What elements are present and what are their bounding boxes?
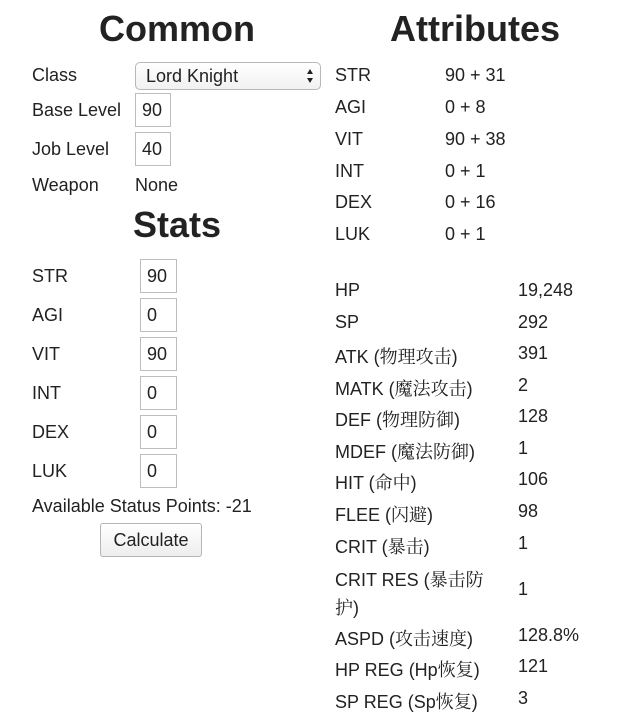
stat-label-str: STR: [32, 266, 68, 286]
derived-label-def: DEF (物理防御): [335, 410, 460, 430]
attr-label-agi: AGI: [335, 97, 367, 117]
stat-label-luk: LUK: [32, 461, 68, 481]
derived-label-matk: MATK (魔法攻击): [335, 379, 473, 399]
derived-label-sp-reg: SP REG (Sp恢复): [335, 692, 478, 712]
derived-label-hit: HIT (命中): [335, 473, 417, 493]
stat-label-vit: VIT: [32, 344, 61, 364]
calculate-button[interactable]: Calculate: [100, 523, 202, 557]
attr-label-str: STR: [335, 65, 371, 85]
common-heading: Common: [99, 8, 255, 49]
derived-value-sp-reg: 3: [518, 688, 529, 708]
derived-value-crit: 1: [518, 533, 529, 553]
weapon-value: None: [135, 175, 179, 195]
weapon-label: Weapon: [32, 175, 99, 195]
class-label: Class: [32, 65, 78, 85]
select-arrows-icon: [306, 67, 314, 85]
attr-label-dex: DEX: [335, 192, 373, 212]
derived-label-aspd: ASPD (攻击速度): [335, 629, 474, 649]
class-select[interactable]: [135, 62, 321, 90]
attr-value-str: 90 + 31: [445, 65, 506, 85]
derived-value-hp: 19,248: [518, 280, 574, 300]
base-level-input[interactable]: [135, 93, 171, 127]
derived-label-flee: FLEE (闪避): [335, 505, 434, 525]
derived-value-crit-res: 1: [518, 579, 529, 599]
stat-label-agi: AGI: [32, 305, 64, 325]
stat-input-str[interactable]: [140, 259, 177, 293]
stat-label-dex: DEX: [32, 422, 70, 442]
derived-label-atk: ATK (物理攻击): [335, 347, 458, 367]
derived-value-mdef: 1: [518, 438, 529, 458]
attr-value-luk: 0 + 1: [445, 224, 486, 244]
derived-value-matk: 2: [518, 375, 529, 395]
attr-value-agi: 0 + 8: [445, 97, 486, 117]
derived-label-sp: SP: [335, 312, 360, 332]
derived-label-crit-res: CRIT RES (暴击防: [335, 570, 484, 590]
stat-label-int: INT: [32, 383, 61, 403]
derived-value-aspd: 128.8%: [518, 625, 580, 645]
derived-value-atk: 391: [518, 343, 549, 363]
derived-label-mdef: MDEF (魔法防御): [335, 442, 475, 462]
stat-input-dex[interactable]: [140, 415, 177, 449]
attr-label-int: INT: [335, 161, 364, 181]
attr-value-vit: 90 + 38: [445, 129, 506, 149]
derived-value-hp-reg: 121: [518, 656, 549, 676]
derived-label-hp: HP: [335, 280, 361, 300]
base-level-label: Base Level: [32, 100, 122, 120]
derived-label-crit: CRIT (暴击): [335, 537, 430, 557]
class-select-value: Lord Knight: [146, 66, 239, 86]
attr-value-dex: 0 + 16: [445, 192, 496, 212]
derived-label-hp-reg: HP REG (Hp恢复): [335, 660, 480, 680]
stat-input-vit[interactable]: [140, 337, 177, 371]
derived-label-crit-res-line2: 护): [335, 598, 359, 618]
stats-heading: Stats: [133, 204, 222, 245]
derived-value-sp: 292: [518, 312, 549, 332]
stat-input-agi[interactable]: [140, 298, 177, 332]
stat-input-luk[interactable]: [140, 454, 177, 488]
available-status-points: Available Status Points: -21: [32, 496, 252, 516]
derived-value-flee: 98: [518, 501, 539, 521]
job-level-input[interactable]: [135, 132, 171, 166]
derived-value-hit: 106: [518, 469, 549, 489]
derived-value-def: 128: [518, 406, 549, 426]
attr-label-vit: VIT: [335, 129, 364, 149]
attributes-heading: Attributes: [390, 8, 560, 49]
attr-label-luk: LUK: [335, 224, 371, 244]
job-level-label: Job Level: [32, 139, 110, 159]
stat-input-int[interactable]: [140, 376, 177, 410]
attr-value-int: 0 + 1: [445, 161, 486, 181]
